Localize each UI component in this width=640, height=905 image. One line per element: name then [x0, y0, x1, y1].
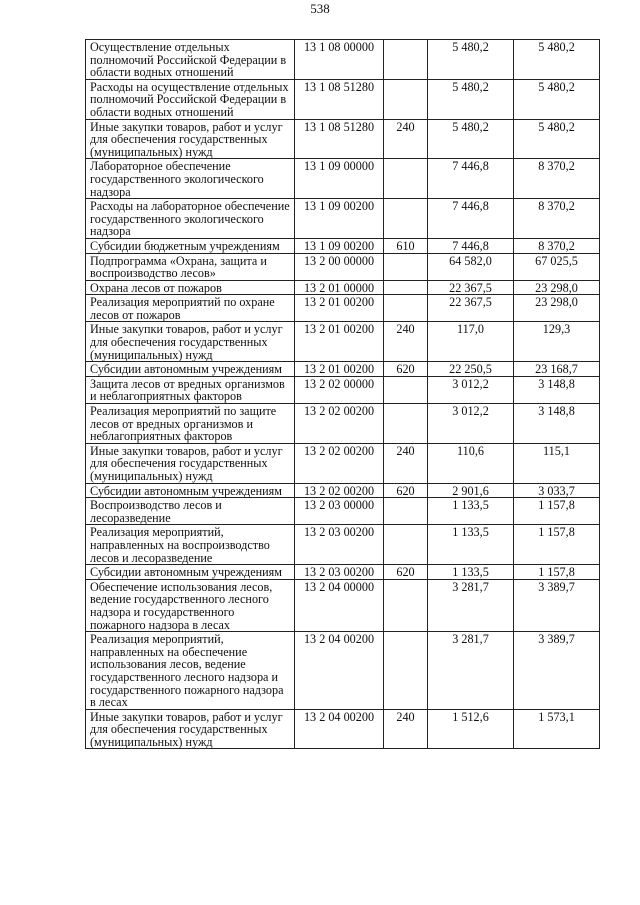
table-row — [86, 79, 600, 119]
expense-type-code-cell — [384, 295, 428, 322]
amount-year-2-cell: 23 298,0 — [514, 295, 600, 322]
expense-type-code-cell — [384, 632, 428, 710]
target-article-code-cell: 13 1 08 51280 — [295, 79, 384, 119]
expense-name-cell: Реализация мероприятий по охране лесов от пожаров — [86, 295, 295, 322]
expense-type-code-cell — [384, 525, 428, 565]
expense-type-code-cell — [384, 376, 428, 403]
table-row — [86, 443, 600, 483]
page-number: 538 — [310, 1, 330, 16]
amount-year-1-cell: 1 512,6 — [428, 709, 514, 749]
expense-type-code-cell — [384, 159, 428, 199]
table-row — [86, 295, 600, 322]
table-row — [86, 322, 600, 362]
expense-name-cell: Лабораторное обеспечение государственного экологического надзора — [86, 159, 295, 199]
target-article-code-cell: 13 1 08 00000 — [295, 40, 384, 80]
table-row — [86, 404, 600, 444]
expense-name-cell: Обеспечение использования лесов, ведение государственного лесного надзора и государственного пожарного надзора в лесах — [86, 579, 295, 631]
expense-type-code-cell — [384, 498, 428, 525]
table-row — [86, 199, 600, 239]
amount-year-1-cell: 7 446,8 — [428, 238, 514, 253]
target-article-code-cell: 13 2 01 00200 — [295, 295, 384, 322]
amount-year-2-cell: 3 033,7 — [514, 483, 600, 498]
expense-name-cell: Субсидии автономным учреждениям — [86, 565, 295, 580]
table-row — [86, 709, 600, 749]
amount-year-2-cell: 8 370,2 — [514, 238, 600, 253]
expense-name-cell: Субсидии автономным учреждениям — [86, 362, 295, 377]
expense-name-cell: Охрана лесов от пожаров — [86, 280, 295, 295]
expense-type-code-cell: 620 — [384, 565, 428, 580]
target-article-code-cell: 13 2 02 00200 — [295, 443, 384, 483]
amount-year-1-cell: 22 367,5 — [428, 295, 514, 322]
target-article-code-cell: 13 1 09 00200 — [295, 199, 384, 239]
table-row — [86, 280, 600, 295]
table-row — [86, 253, 600, 280]
table-row — [86, 40, 600, 80]
expense-name-cell: Иные закупки товаров, работ и услуг для обеспечения государственных (муниципальных) нужд — [86, 119, 295, 159]
amount-year-1-cell: 1 133,5 — [428, 525, 514, 565]
amount-year-1-cell: 117,0 — [428, 322, 514, 362]
target-article-code-cell: 13 2 04 00200 — [295, 632, 384, 710]
amount-year-2-cell: 8 370,2 — [514, 199, 600, 239]
amount-year-1-cell: 1 133,5 — [428, 565, 514, 580]
expense-type-code-cell — [384, 40, 428, 80]
expense-name-cell: Подпрограмма «Охрана, защита и воспроизводство лесов» — [86, 253, 295, 280]
expense-name-cell: Расходы на лабораторное обеспечение государственного экологического надзора — [86, 199, 295, 239]
amount-year-2-cell: 8 370,2 — [514, 159, 600, 199]
target-article-code-cell: 13 2 04 00000 — [295, 579, 384, 631]
table-row — [86, 632, 600, 710]
amount-year-1-cell: 64 582,0 — [428, 253, 514, 280]
expense-name-cell: Реализация мероприятий, направленных на обеспечение использования лесов, ведение государственного лесного надзора и государственного пожарного надзора в лесах — [86, 632, 295, 710]
amount-year-2-cell: 1 157,8 — [514, 498, 600, 525]
amount-year-1-cell: 2 901,6 — [428, 483, 514, 498]
amount-year-2-cell: 5 480,2 — [514, 40, 600, 80]
expense-type-code-cell — [384, 579, 428, 631]
target-article-code-cell: 13 2 03 00000 — [295, 498, 384, 525]
expense-type-code-cell — [384, 404, 428, 444]
target-article-code-cell: 13 2 03 00200 — [295, 525, 384, 565]
amount-year-2-cell: 3 389,7 — [514, 632, 600, 710]
expense-type-code-cell: 620 — [384, 483, 428, 498]
target-article-code-cell: 13 1 08 51280 — [295, 119, 384, 159]
expense-type-code-cell — [384, 280, 428, 295]
budget-table-body — [86, 40, 600, 749]
target-article-code-cell: 13 2 01 00200 — [295, 362, 384, 377]
amount-year-1-cell: 5 480,2 — [428, 119, 514, 159]
amount-year-1-cell: 5 480,2 — [428, 40, 514, 80]
expense-type-code-cell: 240 — [384, 322, 428, 362]
amount-year-1-cell: 5 480,2 — [428, 79, 514, 119]
expense-name-cell: Иные закупки товаров, работ и услуг для обеспечения государственных (муниципальных) нужд — [86, 709, 295, 749]
table-row — [86, 579, 600, 631]
target-article-code-cell: 13 2 01 00000 — [295, 280, 384, 295]
expense-name-cell: Расходы на осуществление отдельных полномочий Российской Федерации в области водных отношений — [86, 79, 295, 119]
expense-name-cell: Иные закупки товаров, работ и услуг для обеспечения государственных (муниципальных) нужд — [86, 322, 295, 362]
amount-year-2-cell: 23 168,7 — [514, 362, 600, 377]
expense-type-code-cell: 610 — [384, 238, 428, 253]
amount-year-2-cell: 5 480,2 — [514, 79, 600, 119]
amount-year-2-cell: 5 480,2 — [514, 119, 600, 159]
amount-year-2-cell: 115,1 — [514, 443, 600, 483]
amount-year-2-cell: 67 025,5 — [514, 253, 600, 280]
amount-year-1-cell: 1 133,5 — [428, 498, 514, 525]
table-row — [86, 498, 600, 525]
amount-year-2-cell: 23 298,0 — [514, 280, 600, 295]
amount-year-2-cell: 3 389,7 — [514, 579, 600, 631]
table-row — [86, 525, 600, 565]
amount-year-1-cell: 7 446,8 — [428, 199, 514, 239]
amount-year-1-cell: 7 446,8 — [428, 159, 514, 199]
expense-name-cell: Реализация мероприятий по защите лесов от вредных организмов и неблагоприятных факторов — [86, 404, 295, 444]
expense-type-code-cell: 620 — [384, 362, 428, 377]
target-article-code-cell: 13 2 00 00000 — [295, 253, 384, 280]
amount-year-1-cell: 3 012,2 — [428, 376, 514, 403]
target-article-code-cell: 13 2 02 00000 — [295, 376, 384, 403]
expense-type-code-cell — [384, 253, 428, 280]
amount-year-2-cell: 1 157,8 — [514, 525, 600, 565]
expense-name-cell: Воспроизводство лесов и лесоразведение — [86, 498, 295, 525]
expense-name-cell: Осуществление отдельных полномочий Российской Федерации в области водных отношений — [86, 40, 295, 80]
budget-table — [85, 39, 600, 749]
target-article-code-cell: 13 2 04 00200 — [295, 709, 384, 749]
table-row — [86, 565, 600, 580]
amount-year-1-cell: 3 281,7 — [428, 579, 514, 631]
table-row — [86, 362, 600, 377]
amount-year-2-cell: 1 157,8 — [514, 565, 600, 580]
expense-type-code-cell: 240 — [384, 709, 428, 749]
amount-year-2-cell: 3 148,8 — [514, 404, 600, 444]
expense-type-code-cell — [384, 79, 428, 119]
table-row — [86, 159, 600, 199]
amount-year-1-cell: 3 012,2 — [428, 404, 514, 444]
expense-type-code-cell: 240 — [384, 119, 428, 159]
amount-year-2-cell: 129,3 — [514, 322, 600, 362]
expense-name-cell: Субсидии бюджетным учреждениям — [86, 238, 295, 253]
target-article-code-cell: 13 2 03 00200 — [295, 565, 384, 580]
table-row — [86, 119, 600, 159]
target-article-code-cell: 13 2 02 00200 — [295, 483, 384, 498]
target-article-code-cell: 13 1 09 00000 — [295, 159, 384, 199]
expense-name-cell: Субсидии автономным учреждениям — [86, 483, 295, 498]
table-row — [86, 238, 600, 253]
target-article-code-cell: 13 2 02 00200 — [295, 404, 384, 444]
amount-year-1-cell: 22 367,5 — [428, 280, 514, 295]
amount-year-1-cell: 3 281,7 — [428, 632, 514, 710]
amount-year-1-cell: 110,6 — [428, 443, 514, 483]
amount-year-1-cell: 22 250,5 — [428, 362, 514, 377]
amount-year-2-cell: 3 148,8 — [514, 376, 600, 403]
amount-year-2-cell: 1 573,1 — [514, 709, 600, 749]
table-row — [86, 376, 600, 403]
expense-name-cell: Реализация мероприятий, направленных на воспроизводство лесов и лесоразведение — [86, 525, 295, 565]
expense-name-cell: Иные закупки товаров, работ и услуг для обеспечения государственных (муниципальных) нужд — [86, 443, 295, 483]
expense-type-code-cell: 240 — [384, 443, 428, 483]
target-article-code-cell: 13 1 09 00200 — [295, 238, 384, 253]
expense-type-code-cell — [384, 199, 428, 239]
table-row — [86, 483, 600, 498]
target-article-code-cell: 13 2 01 00200 — [295, 322, 384, 362]
expense-name-cell: Защита лесов от вредных организмов и неблагоприятных факторов — [86, 376, 295, 403]
